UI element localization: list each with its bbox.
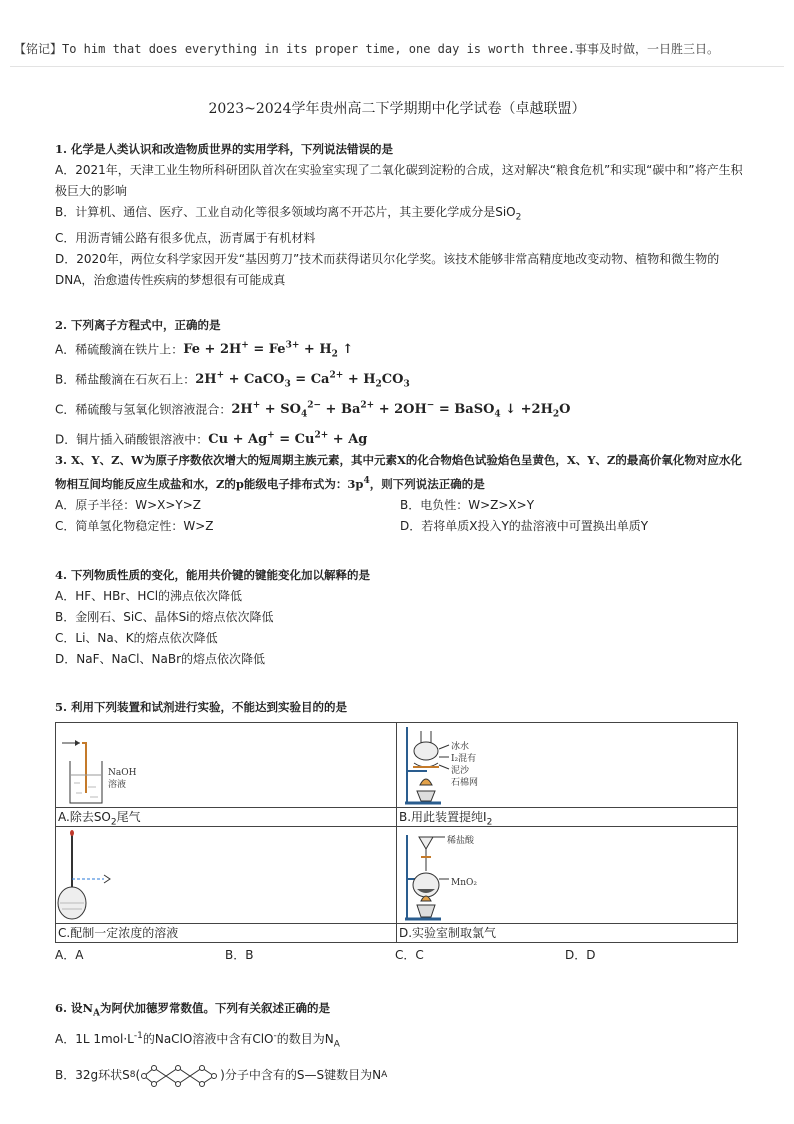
question-1-option-d: D．2020年，两位女科学家因开发“基因剪刀”技术而获得诺贝尔化学奖。该技术能够非常高精度地改变动物、植物和微生物的DNA，治愈遗传性疾病的梦想很有可能成真	[55, 252, 720, 288]
question-4-option-b: B．金刚石、SiC、晶体Si的熔点依次降低	[55, 610, 274, 624]
equation-d: $Cu + Ag^+ = Cu^{2+} + Ag$	[208, 430, 368, 448]
apparatus-a-cell	[56, 723, 397, 827]
divider	[10, 66, 784, 67]
label-i2-mixed: I₂混有	[451, 754, 477, 764]
apparatus-c-figure	[56, 827, 396, 923]
question-6	[55, 998, 745, 1088]
question-1	[55, 139, 745, 291]
question-5-option-b: B．B	[225, 948, 254, 962]
apparatus-a-figure	[56, 723, 396, 807]
apparatus-b-figure	[397, 723, 737, 807]
label-asbestos-net: 石棉网	[451, 778, 479, 788]
page-title: 2023~2024学年贵州高二下学期期中化学试卷（卓越联盟）	[208, 101, 586, 117]
question-3-option-c: C．简单氢化物稳定性：W>Z	[55, 518, 214, 533]
apparatus-b-cell	[397, 723, 738, 827]
question-2-option-a: A．稀硫酸滴在铁片上：$Fe + 2H^+ = Fe^{3+} + H_2$ ↑	[55, 341, 354, 360]
caption-b: B.用此装置提纯$I_2$	[397, 807, 737, 826]
question-3-option-a: A．原子半径：W>X>Y>Z	[55, 497, 202, 512]
naoh-beaker-figure	[56, 723, 396, 807]
question-3-stem: 3. X、Y、Z、W为原子序数依次增大的短周期主族元素，其中元素X的化合物焰色试验焰色呈黄色，X、Y、Z的最高价氧化物对应水化物相互间均能反应生成盐和水，Z的p能级电子排布式为：$3p^4$，则下列说法正确的是	[55, 453, 742, 491]
equation-c: $2H^+ + SO_4^{2-} + Ba^{2+} + 2OH^-$ = BaSO$_4$ ↓ $+2H_2O$	[231, 400, 571, 420]
question-4-option-a: A．HF、HBr、HCl的沸点依次降低	[55, 589, 243, 603]
question-2	[55, 315, 745, 450]
question-6-stem: 6. 设$N_A$为阿伏加德罗常数值。下列有关叙述正确的是	[55, 1001, 331, 1019]
label-sand: 泥沙	[451, 766, 470, 776]
question-2-option-b: B．稀盐酸滴在石灰石上：2H+ + CaCO$_3$ = $Ca^{2+} + H_2CO_3$	[55, 370, 410, 390]
question-5-option-d: D．D	[565, 948, 596, 962]
s8-ring-structure	[140, 1064, 220, 1088]
label-ice-water: 冰水	[451, 742, 470, 752]
label-mno2: MnO₂	[451, 878, 477, 888]
question-2-stem: 2. 下列离子方程式中，正确的是	[55, 318, 221, 332]
question-2-option-c: C．稀硫酸与氢氧化钡溶液混合：$2H^+ + SO_4^{2-} + Ba^{2+} + 2OH^-$ = BaSO$_4$ ↓ $+2H_2O$	[55, 400, 571, 420]
caption-c: C.配制一定浓度的溶液	[56, 923, 396, 942]
volumetric-flask-figure	[56, 827, 396, 923]
equation-a: $Fe + 2H^+ = Fe^{3+} + H_2$ ↑	[183, 341, 354, 360]
motto: 【铭记】To him that does everything in its proper time, one day is worth three.事事及时做，一日胜三日。	[14, 42, 719, 56]
question-4-option-d: D．NaF、NaCl、NaBr的熔点依次降低	[55, 652, 266, 666]
caption-a: A.除去$SO_2$尾气	[56, 807, 396, 826]
caption-d: D.实验室制取氯气	[397, 923, 737, 942]
question-6-option-a: A．1L $1mol\cdot L^{-1}$的NaClO溶液中含有ClO-的数目为$N_A$	[55, 1031, 340, 1050]
question-4	[55, 565, 745, 670]
apparatus-d-cell	[397, 827, 738, 943]
apparatus-d-figure	[397, 827, 737, 923]
question-5	[55, 697, 745, 966]
question-4-stem: 4. 下列物质性质的变化，能用共价键的键能变化加以解释的是	[55, 568, 371, 582]
label-solution: 溶液	[108, 780, 127, 790]
question-1-option-a: A．2021年，天津工业生物所科研团队首次在实验室实现了二氧化碳到淀粉的合成，这对解决“粮食危机”和实现“碳中和”将产生积极巨大的影响	[55, 163, 743, 198]
sublimation-figure	[397, 723, 737, 807]
label-dilute-hcl: 稀盐酸	[447, 836, 475, 846]
question-1-option-b: B．计算机、通信、医疗、工业自动化等很多领域均离不开芯片，其主要化学成分是SiO$_2$	[55, 205, 522, 223]
question-3-option-b: B．电负性：W>Z>X>Y	[400, 497, 535, 512]
question-4-option-c: C．Li、Na、K的熔点依次降低	[55, 631, 218, 645]
label-naoh: NaOH	[108, 768, 137, 778]
question-1-stem: 1. 化学是人类认识和改造物质世界的实用学科，下列说法错误的是	[55, 142, 394, 156]
question-3-option-d: D．若将单质X投入Y的盐溶液中可置换出单质Y	[400, 518, 649, 533]
question-5-stem: 5. 利用下列装置和试剂进行实验，不能达到实验目的的是	[55, 700, 348, 714]
question-1-option-c: C．用沥青铺公路有很多优点，沥青属于有机材料	[55, 231, 316, 246]
question-5-option-c: C．C	[395, 948, 424, 962]
question-3	[55, 450, 745, 537]
equation-b: 2H+ + CaCO$_3$ = $Ca^{2+} + H_2CO_3$	[195, 370, 410, 390]
apparatus-table	[55, 722, 738, 943]
question-2-option-d: D．铜片插入硝酸银溶液中：$Cu + Ag^+ = Cu^{2+} + Ag$	[55, 430, 368, 448]
question-5-option-a: A．A	[55, 948, 84, 962]
apparatus-c-cell	[56, 827, 397, 943]
question-6-option-b: B．32g环状S 8 ( ) 分子中含有的S—S键数目为N A	[55, 1064, 745, 1088]
